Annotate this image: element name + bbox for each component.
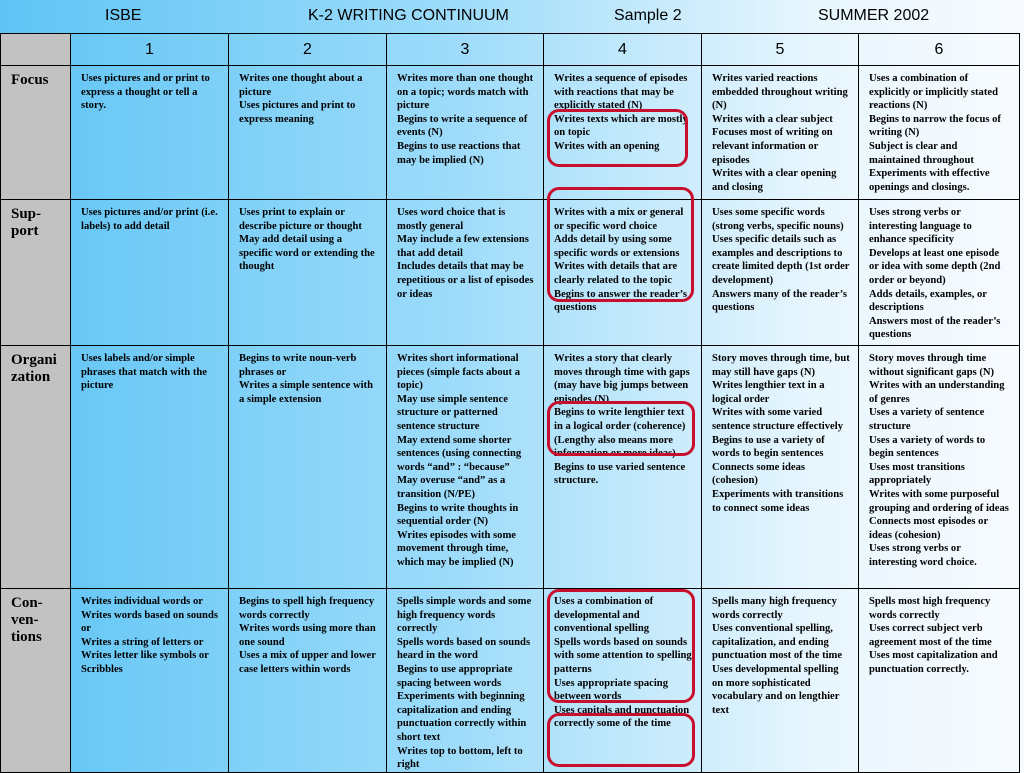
level-header: 1 [71, 34, 229, 66]
descriptor-line: Uses word choice that is mostly general [397, 207, 506, 232]
rubric-cell [229, 66, 387, 200]
descriptor-line: Writes a string of letters or [81, 636, 204, 648]
descriptor-line: Uses print to explain or describe picture or thought [239, 207, 362, 232]
rubric-cell [702, 589, 859, 773]
descriptor-line: Uses pictures and or print to express a thought or tell a story. [81, 73, 210, 112]
rubric-cell [859, 589, 1020, 773]
level-header: 4 [544, 34, 702, 66]
descriptor-line: Uses conventional spelling, capitalization, and ending punctuation most of the time [712, 623, 843, 662]
level-header: 2 [229, 34, 387, 66]
descriptor-line: Uses capitals and punctuation correctly some of the time [554, 704, 690, 730]
descriptor-line: Writes with details that are clearly related to the topic [554, 261, 678, 286]
descriptor-line: Answers many of the reader’s questions [712, 288, 847, 314]
descriptor-line: Writes one thought about a picture [239, 73, 363, 98]
rubric-cell [387, 589, 544, 773]
descriptor-line: Spells words based on sounds with some attention to spelling patterns [554, 636, 692, 675]
descriptor-line: Writes with an understanding of genres [869, 380, 1005, 405]
title-bar [0, 0, 1024, 32]
descriptor-line: Begins to use a variety of words to begin sentences [712, 434, 825, 460]
descriptor-line: Uses a mix of upper and lower case letters within words [239, 650, 376, 675]
rubric-cell [387, 346, 544, 589]
rubric-cell [71, 66, 229, 200]
descriptor-line: Adds details, examples, or descriptions [869, 288, 987, 314]
rubric-cell [544, 346, 702, 589]
row-label: Organi zation [1, 346, 71, 589]
descriptor-line: Scribbles [81, 663, 123, 675]
rubric-cell [544, 66, 702, 200]
rubric-cell [544, 589, 702, 773]
descriptor-line: Develops at least one episode or idea with some depth (2nd order or beyond) [869, 247, 1001, 286]
rubric-cell [702, 346, 859, 589]
descriptor-line: Subject is clear and maintained throughout [869, 140, 974, 166]
descriptor-line: Writes texts which are mostly on topic [554, 113, 688, 139]
rubric-cell [71, 589, 229, 773]
descriptor-line: Writes with some varied sentence structure effectively [712, 407, 843, 432]
descriptor-line: Writes with a mix or general or specific word choice [554, 207, 684, 232]
descriptor-line: Experiments with transitions to connect some ideas [712, 488, 844, 514]
descriptor-line: Uses most capitalization and punctuation correctly. [869, 650, 998, 675]
descriptor-line: Uses strong verbs or interesting language to enhance specificity [869, 207, 972, 246]
descriptor-line: Writes words using more than one sound [239, 623, 376, 648]
descriptor-line: May overuse “and” as a transition (N/PE) [397, 475, 506, 500]
descriptor-line: Writes words based on sounds or [81, 609, 218, 635]
row-label: Sup- port [1, 200, 71, 346]
rubric-cell [702, 66, 859, 200]
descriptor-line: Writes more than one thought on a topic; words match with picture [397, 73, 534, 112]
level-header: 3 [387, 34, 544, 66]
descriptor-line: Uses appropriate spacing between words [554, 677, 668, 703]
corner-cell [1, 34, 71, 66]
row-organization [1, 346, 1020, 589]
level-header: 5 [702, 34, 859, 66]
descriptor-line: Writes a simple sentence with a simple extension [239, 380, 373, 405]
descriptor-line: Begins to write lengthier text in a logical order (coherence) [554, 407, 686, 432]
descriptor-line: May use simple sentence structure or patterned sentence structure [397, 393, 508, 432]
descriptor-line: Connects some ideas (cohesion) [712, 461, 805, 487]
descriptor-line: Focuses most of writing on relevant information or episodes [712, 127, 833, 166]
descriptor-line: Begins to write a sequence of events (N) [397, 113, 528, 139]
descriptor-line: Uses a combination of developmental and conventional spelling [554, 596, 654, 635]
descriptor-line: Experiments with effective openings and closings. [869, 168, 990, 193]
descriptor-line: Spells words based on sounds heard in the word [397, 636, 531, 662]
descriptor-line: Begins to write thoughts in sequential order (N) [397, 502, 519, 528]
descriptor-line: Answers most of the reader’s questions [869, 315, 1001, 341]
descriptor-line: Spells most high frequency words correctly [869, 596, 991, 621]
row-label: Con- ven- tions [1, 589, 71, 773]
descriptor-line: Uses developmental spelling on more sophisticated vocabulary and on lengthier text [712, 663, 840, 716]
rubric-cell [702, 200, 859, 346]
descriptor-line: May extend some shorter sentences (using connecting words “and” : “because” [397, 434, 522, 473]
descriptor-line: Writes letter like symbols or [81, 650, 209, 662]
descriptor-line: May add detail using a specific word or extending the thought [239, 234, 375, 273]
descriptor-line: Spells many high frequency words correctly [712, 596, 837, 621]
descriptor-line: Begins to use reactions that may be implied (N) [397, 140, 521, 166]
descriptor-line: Writes with some purposeful grouping and ordering of ideas [869, 488, 1009, 514]
level-header-row [1, 34, 1020, 66]
rubric-cell [544, 200, 702, 346]
descriptor-line: Uses a variety of words to begin sentences [869, 434, 986, 460]
rubric-cell [71, 346, 229, 589]
descriptor-line: Writes episodes with some movement through time, which may be implied (N) [397, 529, 516, 568]
descriptor-line: Spells simple words and some high frequency words correctly [397, 596, 532, 635]
descriptor-line: Connects most episodes or ideas (cohesion) [869, 516, 988, 541]
descriptor-line: Uses pictures and/or print (i.e. labels) to add detail [81, 207, 218, 232]
descriptor-line: Story moves through time, but may still have gaps (N) [712, 353, 850, 378]
descriptor-line: Begins to write noun-verb phrases or [239, 353, 357, 378]
rubric-cell [229, 346, 387, 589]
descriptor-line: Includes details that may be repetitious or a list of episodes or ideas [397, 261, 534, 300]
sample-label: Sample 2 [614, 7, 682, 24]
descriptor-line: Uses labels and/or simple phrases that match with the picture [81, 353, 207, 392]
descriptor-line: Writes a story that clearly moves through time with gaps (may have big jumps between episodes (N) [554, 353, 690, 405]
rubric-cell [229, 200, 387, 346]
descriptor-line: Uses correct subject verb agreement most of the time [869, 623, 992, 648]
descriptor-line: Writes short informational pieces (simple facts about a topic) [397, 353, 520, 392]
descriptor-line: (Lengthy also means more information or more ideas) [554, 434, 676, 460]
rubric-cell [387, 200, 544, 346]
rubric-cell [859, 346, 1020, 589]
descriptor-line: Writes with an opening [554, 140, 660, 152]
row-label: Focus [1, 66, 71, 200]
descriptor-line: Writes top to bottom, left to right [397, 745, 523, 771]
descriptor-line: Uses a variety of sentence structure [869, 407, 985, 432]
descriptor-line: Experiments with beginning capitalization and ending punctuation correctly within short text [397, 691, 527, 743]
rubric-cell [229, 589, 387, 773]
row-support [1, 200, 1020, 346]
descriptor-line: May include a few extensions that add detail [397, 234, 529, 259]
descriptor-line: Uses specific details such as examples and descriptions to create limited depth (1st order development) [712, 234, 850, 286]
descriptor-line: Begins to narrow the focus of writing (N) [869, 113, 1001, 139]
descriptor-line: Writes individual words or [81, 596, 203, 607]
descriptor-line: Writes a sequence of episodes with reactions that may be explicitly stated (N) [554, 73, 688, 112]
descriptor-line: Uses strong verbs or interesting word choice. [869, 543, 977, 568]
term-label: SUMMER 2002 [818, 7, 930, 24]
writing-continuum-table [0, 33, 1020, 773]
descriptor-line: Writes with a clear subject [712, 113, 833, 125]
rubric-cell [859, 66, 1020, 200]
org-label: ISBE [105, 7, 142, 24]
descriptor-line: Begins to spell high frequency words correctly [239, 596, 375, 621]
descriptor-line: Uses most transitions appropriately [869, 461, 965, 487]
rubric-cell [387, 66, 544, 200]
descriptor-line: Writes with a clear opening and closing [712, 168, 837, 193]
descriptor-line: Uses pictures and print to express meaning [239, 100, 356, 125]
rubric-cell [71, 200, 229, 346]
rubric-cell [859, 200, 1020, 346]
descriptor-line: Adds detail by using some specific words or extensions [554, 234, 680, 259]
descriptor-line: Writes varied reactions embedded throughout writing (N) [712, 73, 848, 112]
descriptor-line: Writes lengthier text in a logical order [712, 380, 825, 405]
row-focus [1, 66, 1020, 200]
document-title: K-2 WRITING CONTINUUM [308, 7, 509, 24]
descriptor-line: Begins to use varied sentence structure. [554, 461, 686, 487]
descriptor-line: Uses some specific words (strong verbs, specific nouns) [712, 207, 844, 232]
descriptor-line: Begins to use appropriate spacing between words [397, 663, 513, 689]
descriptor-line: Begins to answer the reader’s questions [554, 288, 687, 314]
row-conventions [1, 589, 1020, 773]
descriptor-line: Uses a combination of explicitly or implicitly stated reactions (N) [869, 73, 998, 112]
level-header: 6 [859, 34, 1020, 66]
descriptor-line: Story moves through time without significant gaps (N) [869, 353, 995, 378]
